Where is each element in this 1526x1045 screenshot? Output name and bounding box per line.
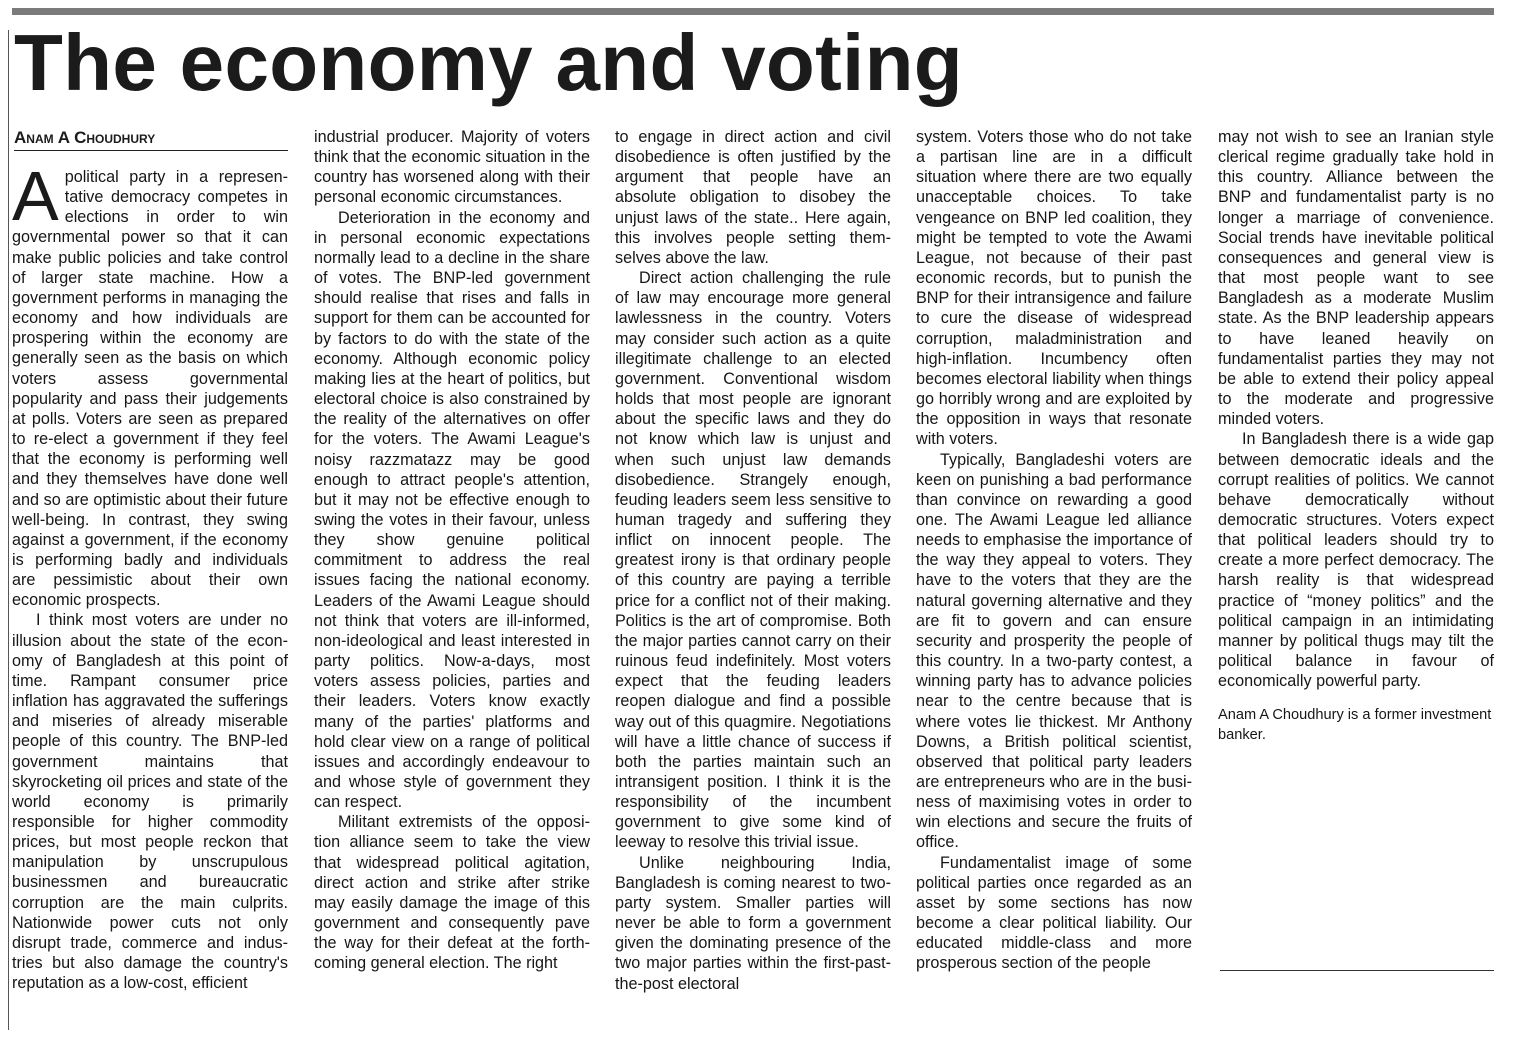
column-1 [12,157,288,993]
author-bio: Anam A Choudhury is a former investment banker. [1218,707,1492,744]
paragraph-8: Fundamentalist image of some political parties once regarded as an asset by some sections has now become a clear political liability. Our educated middle-class and more prosperous section of the people [916,853,1192,973]
paragraph-1-text: political party in a representative democracy competes in elections in order to win governmental power so that it can make public policies and take control of larger state machine. How a government performs in managing the economy and how individuals are prospering within the economy are generally seen as the basis on which voters assess governmental popularity and pass their judgements at polls. Voters are seen as prepared to re-elect a government if they feel that the economy is performing well and they themselves have done well and so are optimistic about their future well-being. In contrast, they swing against a government, if the economy is performing badly and individuals are pessimistic about their own economic prospects. [12,168,288,610]
paragraph-6: Unlike neighbouring India, Bangladesh is coming nearest to two-party system. Smaller parties will never be able to form a government given the dominating presence of the two major parties within the first-past-the-post electoral [615,853,891,993]
paragraph-6-continued: system. Voters those who do not take a partisan line are in a difficult situation where there are two equally unacceptable choices. To take vengeance on BNP led coalition, they might be tempted to vote the Awami League, not because of their past economic records, but to punish the BNP for their intransigence and failure to cure the disease of widespread corruption, maladministration and high-inflation. Incumbency often becomes electoral liability when things go horribly wrong and are exploited by the opposition in ways that resonate with voters. [916,128,1192,449]
paragraph-4-continued: to engage in direct action and civil disobedience is often justified by the argument that people have an absolute obligation to disobey the unjust laws of the state.. Here again, this involves people setting themselves above the law. [615,128,891,267]
paragraph-1 [12,157,288,610]
left-column-rule [8,30,9,1030]
byline: Anam A Choudhury [14,127,288,151]
paragraph-2: I think most voters are under no illusion about the state of the economy of Bangladesh at this point of time. Rampant consumer price inflation has aggravated the sufferings and miseries of already miserable people of this country. The BNP-led government maintains that skyrocketing oil prices and state of the world economy is primarily responsible for higher commodity prices, but most people reckon that manipulation by unscrupulous businessmen and bureaucratic corruption are the main culprits. Nationwide power cuts not only disrupt trade, commerce and industries but also damage the country's reputation as a low-cost, efficient [12,611,288,993]
column-2 [314,127,590,974]
column-3 [615,127,891,994]
paragraph-7: Typically, Bangladeshi voters are keen on punishing a bad performance than convince on rewarding a good one. The Awami League led alliance needs to emphasise the importance of the way they appeal to voters. They have to the voters that they are the natural governing alternative and they are fit to govern and can ensure security and prosperity the people of this country. In a two-party contest, a winning party has to advance policies near to the centre because that is where votes lie thickest. Mr Anthony Downs, a British political scientist, observed that political party leaders are entrepreneurs who are in the business of maximising votes in order to win elections and secure the fruits of office. [916,450,1192,852]
paragraph-3: Deterioration in the economy and in personal economic expectations normally lead to a decline in the share of votes. The BNP-led government should realise that rises and falls in support for them can be accounted for by factors to do with the state of the economy. Although economic policy making lies at the heart of politics, but electoral choice is also constrained by the reality of the alternatives on offer for the voters. The Awami League's noisy razzmatazz may be good enough to attract people's attention, but it may not be effective enough to swing the votes in their favour, unless they show genuine political commitment to address the real issues facing the national economy. Leaders of the Awami League should not think that voters are ill-informed, non-ideological and least interested in party politics. Now-a-days, most voters assess policies, parties and their leaders. Voters know exactly many of the parties' platforms and hold clear view on a range of political issues and accordingly endeavour to and whose style of government they can respect. [314,208,590,812]
paragraph-2-continued: industrial producer. Majority of voters think that the economic situation in the country has worsened along with their personal economic circumstances. [314,128,590,207]
drop-cap: A [12,157,59,235]
paragraph-8-continued: may not wish to see an Iranian style clerical regime gradually take hold in this country. Alliance between the BNP and fundamentalist party is no longer a marriage of convenience. Social trends have inevitable political consequences and general view is that most people want to see Bangladesh as a moderate Muslim state. As the BNP leadership appears to have leaned heavily on fundamentalist parties they may not be able to extend their policy appeal to the moderate and progressive minded voters. [1218,128,1494,429]
headline: The economy and voting [14,18,963,107]
paragraph-5: Direct action challenging the rule of law may encourage more general lawlessness in the country. Voters may consider such action as a quite illegitimate challenge to an elected government. Conventional wisdom holds that most people are ignorant about the specific laws and they do not know which law is unjust and when such unjust law demands disobedience. Strangely enough, feuding leaders seem less sensitive to human tragedy and suffering they inflict on innocent people. The greatest irony is that ordinary people of this country are paying a terrible price for a conflict not of their making. Politics is the art of compromise. Both the major parties cannot carry on their ruinous feud indefinitely. Most voters expect that the feuding leaders reopen dialogue and find a possible way out of this quagmire. Negotiations will have a little chance of success if both the parties maintain such an intransigent position. I think it is the responsibility of the incumbent government to give some kind of leeway to resolve this trivial issue. [615,269,891,852]
column-4 [916,127,1192,974]
paragraph-9: In Bangladesh there is a wide gap between democratic ideals and the corrupt realities of politics. We cannot behave democratically without democratic structures. Voters expect that political leaders should try to create a more perfect democracy. The harsh reality is that widespread practice of “money politics” and the political campaign in an intimidating manner by political thugs may tilt the political balance in favour of economically powerful party. [1218,430,1494,691]
paragraph-4: Militant extremists of the opposition alliance seem to take the view that widespread political agitation, direct action and strike after strike may easily damage the image of this government and consequently pave the way for their defeat at the forthcoming general election. The right [314,813,590,973]
article-end-rule [1220,970,1494,971]
column-5 [1218,127,1494,745]
